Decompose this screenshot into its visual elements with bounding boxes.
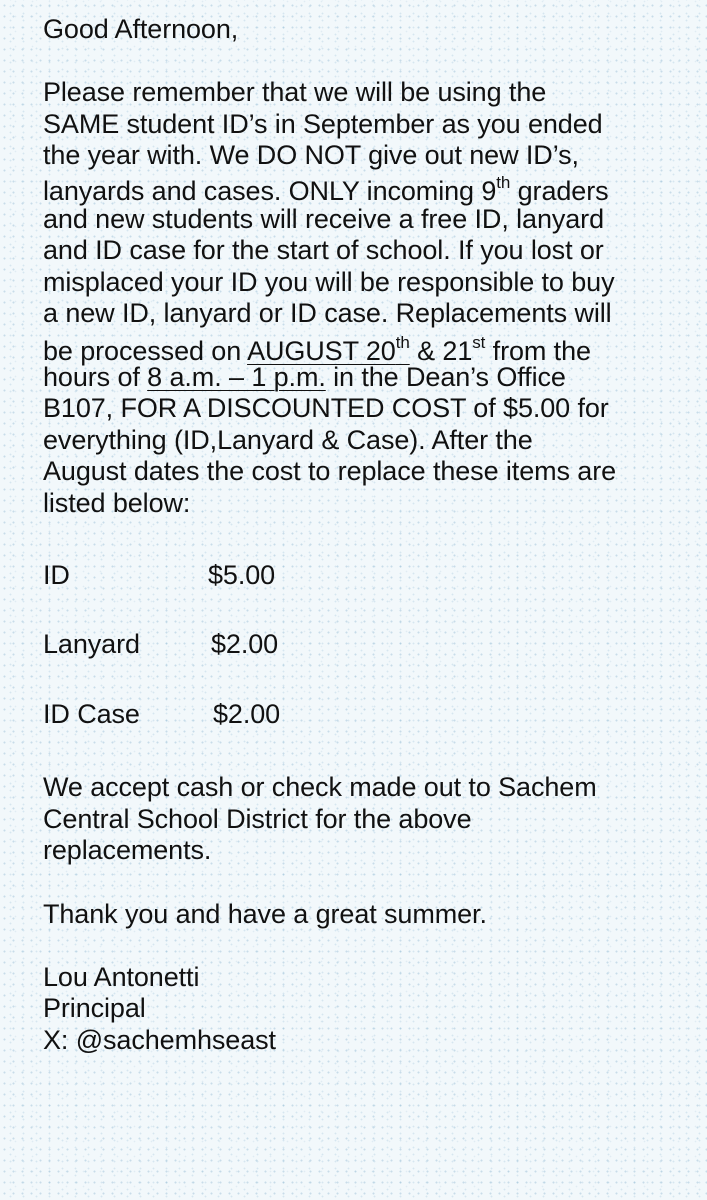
paragraph-gap bbox=[43, 46, 688, 78]
body-line-11: B107, FOR A DISCOUNTED COST of $5.00 for bbox=[43, 393, 609, 424]
body-paragraph bbox=[43, 77, 688, 519]
greeting-text: Good Afternoon, bbox=[43, 14, 239, 44]
price-item: ID bbox=[43, 559, 70, 590]
paragraph-gap bbox=[43, 520, 688, 560]
price-item: ID Case bbox=[43, 698, 140, 729]
paragraph-gap bbox=[43, 867, 688, 899]
paragraph-gap bbox=[43, 661, 688, 699]
body-line-13: August dates the cost to replace these items are bbox=[43, 456, 617, 487]
body-line-2: SAME student ID’s in September as you ended bbox=[43, 108, 603, 139]
body-line-9-a: be processed on bbox=[43, 335, 248, 366]
body-line-5: and new students will receive a free ID, lanyard bbox=[43, 203, 604, 234]
body-line-6: and ID case for the start of school. If you lost or bbox=[43, 235, 604, 266]
greeting bbox=[43, 14, 688, 46]
body-line-14: listed below: bbox=[43, 487, 191, 518]
price-row-id-case bbox=[43, 699, 688, 731]
closing-text: Thank you and have a great summer. bbox=[43, 898, 487, 929]
body-line-12: everything (ID,Lanyard & Case). After the bbox=[43, 424, 533, 455]
payment-line-2: Central School District for the above bbox=[43, 803, 472, 834]
paragraph-gap bbox=[43, 591, 688, 629]
body-line-4-b: graders bbox=[510, 175, 609, 206]
price-item: Lanyard bbox=[43, 629, 140, 660]
body-line-7: misplaced your ID you will be responsible to buy bbox=[43, 266, 615, 297]
signature-title: Principal bbox=[43, 993, 146, 1024]
body-line-9-c: from the bbox=[485, 335, 591, 366]
paragraph-gap bbox=[43, 930, 688, 962]
price-value: $2.00 bbox=[213, 698, 281, 729]
signature-block bbox=[43, 962, 688, 1057]
ordinal-suffix: th bbox=[496, 172, 511, 192]
body-line-10-b: in the Dean’s Office bbox=[325, 361, 566, 392]
paragraph-gap bbox=[43, 730, 688, 772]
signature-name: Lou Antonetti bbox=[43, 961, 200, 992]
payment-line-1: We accept cash or check made out to Sachem bbox=[43, 772, 597, 803]
body-line-1: Please remember that we will be using the bbox=[43, 77, 547, 108]
body-line-9-b: & 21 bbox=[409, 335, 473, 366]
price-value: $2.00 bbox=[211, 629, 279, 660]
payment-paragraph bbox=[43, 772, 688, 867]
body-line-10 bbox=[43, 362, 688, 394]
price-row-id bbox=[43, 560, 688, 592]
hours-underlined: 8 a.m. – 1 p.m. bbox=[147, 361, 326, 392]
august-date-text: AUGUST 20 bbox=[247, 335, 396, 366]
body-line-4 bbox=[43, 172, 688, 208]
price-row-lanyard bbox=[43, 629, 688, 661]
body-line-10-a: hours of bbox=[43, 361, 148, 392]
body-line-3: the year with. We DO NOT give out new ID’s, bbox=[43, 140, 579, 171]
body-line-8: a new ID, lanyard or ID case. Replacements will bbox=[43, 298, 612, 329]
ordinal-suffix: st bbox=[472, 332, 486, 352]
closing-paragraph bbox=[43, 899, 688, 931]
ordinal-suffix: th bbox=[395, 332, 410, 352]
signature-handle: X: @sachemhseast bbox=[43, 1025, 276, 1056]
price-value: $5.00 bbox=[208, 559, 276, 590]
body-line-4-a: lanyards and cases. ONLY incoming 9 bbox=[43, 175, 497, 206]
letter bbox=[43, 14, 688, 1057]
payment-line-3: replacements. bbox=[43, 835, 212, 866]
